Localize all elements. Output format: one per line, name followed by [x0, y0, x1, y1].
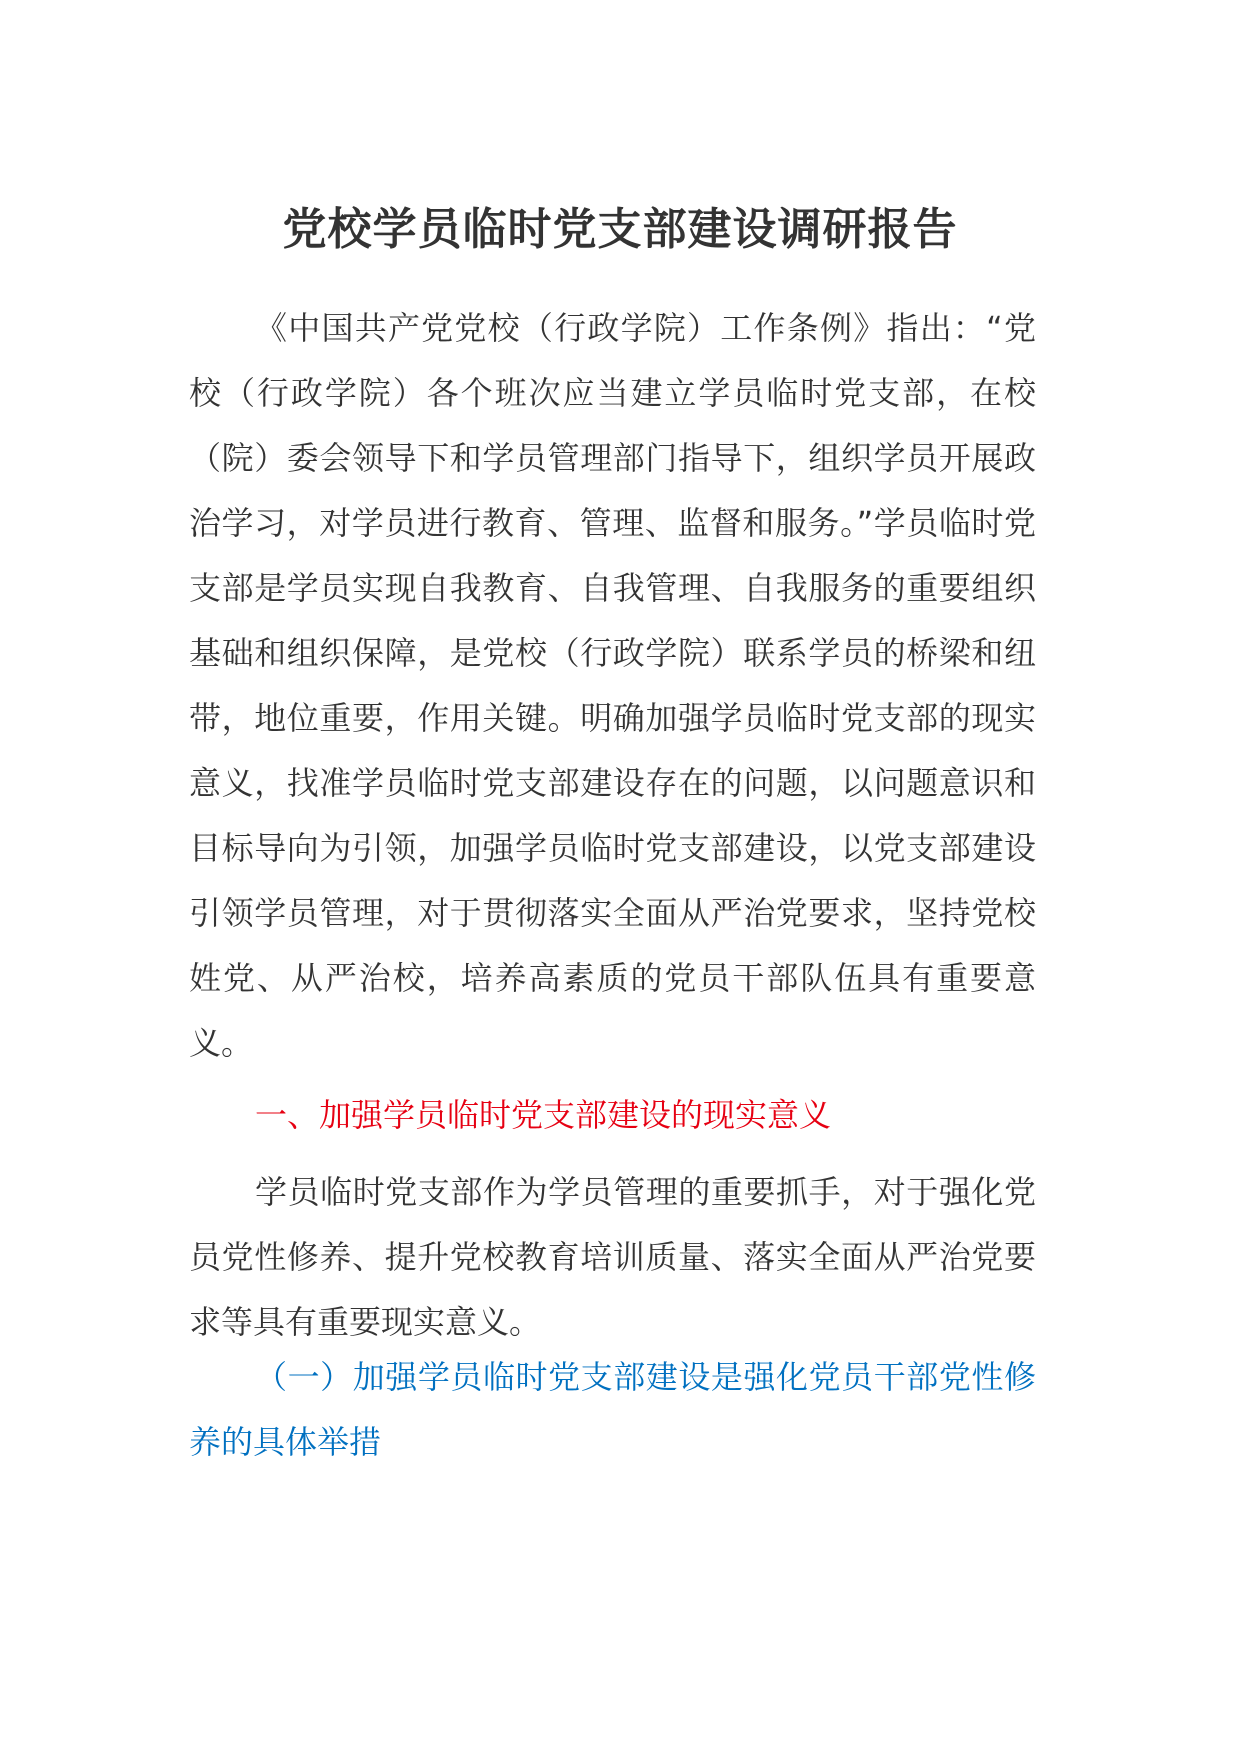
body-paragraph-2: 学员临时党支部作为学员管理的重要抓手，对于强化党员党性修养、提升党校教育培训质量、落实全面从严治党要求等具有重要现实意义。: [189, 1173, 1036, 1341]
subsection-heading-1: （一）加强学员临时党支部建设是强化党员干部党性修养的具体举措: [189, 1358, 1036, 1461]
body-paragraph-1: 《中国共产党党校（行政学院）工作条例》指出：“党校（行政学院）各个班次应当建立学员临时党支部，在校（院）委会领导下和学员管理部门指导下，组织学员开展政治学习，对学员进行教育、管理、监督和服务。”学员临时党支部是学员实现自我教育、自我管理、自我服务的重要组织基础和组织保障，是党校（行政学院）联系学员的桥梁和纽带，地位重要，作用关键。明确加强学员临时党支部的现实意义，找准学员临时党支部建设存在的问题，以问题意识和目标导向为引领，加强学员临时党支部建设，以党支部建设引领学员管理，对于贯彻落实全面从严治党要求，坚持党校姓党、从严治校，培养高素质的党员干部队伍具有重要意义。: [189, 309, 1036, 1062]
section-heading-1: 一、加强学员临时党支部建设的现实意义: [255, 1096, 832, 1134]
document-title: 党校学员临时党支部建设调研报告: [282, 204, 958, 255]
